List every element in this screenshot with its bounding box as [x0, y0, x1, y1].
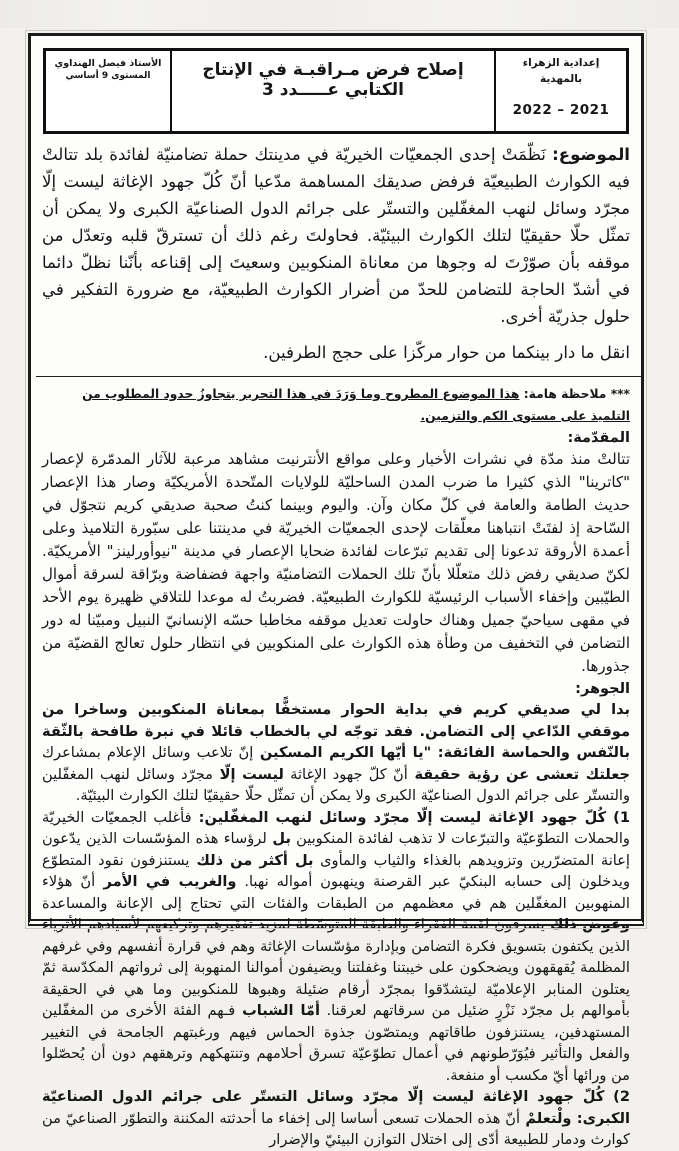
header-table: [43, 48, 629, 134]
scan-artifact: [0, 0, 679, 28]
subject-label: الموضوع:: [552, 145, 630, 164]
important-note: [42, 384, 630, 427]
introduction-paragraph: تتالتْ منذ مدّة في نشرات الأخبار وعلى مواقع الأنترنيت مشاهد مرعبة للآثار المدمّرة لإعصار "كاترينا" الذي كثيرا ما ضرب المدن الساحليّة للولايات المتّحدة الأمريكيّة وصار هذا الإعصار حديث الطامة والعامة في كلّ مكان وآن. واليوم وبينما كنتُ صحبة صديقي كريم نتجوّل في السّاحة إذ لفتَتْ انتباهنا معلّقات لإحدى الجمعيّات الخيريّة في مدينتنا على سبّورة التلاميذ وعلى أعمدة الأروقة تدعونا إلى تقديم تبرّعات لفائدة ضحايا الإعصار في مدينة "نيوأورلينز" الأمريكيّة. لكنّ صديقي رفض ذلك متعلّلا بأنّ تلك الحملات التضامنيّة واجهة فضفاضة وبرّاقة لسرقة أموال الطيّبين وإخفاء الأسباب الرئيسيّة للكوارث الطبيعيّة. فضربتُ له موعدا للتلاقي ظهيرة يوم الأحد في مقهى سياحيّ جميل وهناك حاولت تعديل موقفه مخاطبا حسّه الإنسانيّ النبيل ومبيّنا له دور التضامن في التخفيف من وطأة هذه الكوارث على المنكوبين في انتظار حلول تعالج القضيّة من جذورها.: [42, 450, 630, 676]
note-text: هذا الموضوع المطروح وما وَرَدَ في هذا التحرير يتجاوزُ حدود المطلوب من التلميذ على مستوى الكم والتزمين.: [82, 387, 630, 423]
subject-paragraph: [42, 141, 630, 330]
note-label: *** ملاحظة هامة:: [519, 387, 630, 401]
header-cell-title: [171, 50, 495, 133]
subject-text: نَظّمَتْ إحدى الجمعيّات الخيريّة في مدينتك حملة تضامنيّة لفائدة بلد تتالتْ فيه الكوارث الطبيعيّة فرفض صديقك المساهمة مدّعيا أنّ كُلّ جهود الإغاثة ليست إلّا مجرّد وسائل لنهب المغفّلين والتستّر على جرائم الدول الصناعيّة الكبرى ولا يمكن أن تمثّل حلّا حقيقيّا لتلك الكوارث البيئيّة. فحاولتَ رغم ذلك أن تسترقّ قلبه وتعدّل من موقفه بأن صوّرْتَ له وجوها من معاناة المنكوبين وسعيتَ إلى إقناعه بأنّنا نظلّ دائما في أشدّ الحاجة للتضامن للحدّ من أضرار الكوارث الطبيعيّة، مع ضرورة التفكير في حلول جذريّة أخرى.: [42, 145, 630, 326]
document-page: [28, 33, 644, 1149]
body-heading: الجوهر:: [575, 681, 630, 698]
header-cell-school: [495, 50, 628, 133]
school-year: 2021 – 2022: [512, 101, 610, 118]
header-cell-teacher: [44, 50, 171, 133]
teacher-name: الأستاذ فيصل الهنداوي: [54, 58, 162, 69]
body-point-2: 2) كُلّ جهود الإغاثة ليست إلّا مجرّد وسائل التستّر على جرائم الدول الصناعيّة الكبرى: ولْتعلمْ أنّ هذه الحملات تسعى أساسا إلى إخفاء ما أحدثته المكننة والتطوّر الصناعيّ من كوارث ودمار للطبيعة أدّى إلى اختلال التوازن البيئيّ والإضرار: [42, 1088, 631, 1149]
document-title: إصلاح فرض مـراقبـة في الإنتاج الكتابي عـــــدد 3: [202, 60, 464, 100]
body-point-1: 1) كُلّ جهود الإغاثة ليست إلّا مجرّد وسائل لنهب المغفّلين: فأغلب الجمعيّات الخيريّة والحملات التطوّعيّة والتبرّعات لا تذهب لفائدة المنكوبين بل لرؤساء هذه المؤسّسات الذين يدّعون إعانة المتضرّرين وتزويدهم بالغذاء والثياب والمأوى بل أكثر من ذلك يستنزفون نقود المتطوّع ويدخلون إلى حسابه البنكيّ عبر القرصنة وينهبون أمواله نهبا. والغريب في الأمر أنّ هؤلاء المنهوبين المغفّلين هم في معظمهم من الطبقات والفئات التي تحتاج إلى الإعانة والمساعدة وعوض ذلك يسرقون لقمة الفقراء والطبقة المتوسّطة لمزيد تفقيرهم وتركيعهم لأسيادهم الأثرياء الذين يكتفون بتسويق فكرة التضامن وبإدارة مؤسّسات الإغاثة وهم في قرارة أنفسهم وفي غرفهم المظلمة يُقهقهون ويضحكون على خيبتنا وغفلتنا ويضيفون أموالنا المنهوبة إلى ثرواتهم المكدّسة ثمّ يعتلون المنابر الإعلاميّة ليتشدّقوا بمجرّد أرقام ضئيلة وهبوها للمنكوبين وما هي في الحقيقة بأموالهم بل مجرّد نَزْرٍ ضئيل من سرقاتهم لعرقنا. أمّا الشباب فـهم الفئة الأخرى من المغفّلين المستهدفين، يستنزفون طاقاتهم ويمتصّون جذوة الحماس فيهم ورغبتهم الجامحة في التغيير والفعل والتأثير فيُوَرّطونهم في أعمال تطوّعيّة تسرق أحلامهم وتنتهكهم وترهقهم دون أن يُحصّلوا من ورائها أيّ مكسب أو منفعة.: [42, 808, 630, 1084]
class-level: المستوى 9 أساسي: [65, 71, 151, 82]
introduction-heading: المقدّمة:: [567, 430, 630, 447]
body-opening-paragraph: بدا لي صديقي كريم في بداية الحوار مستخفًّا بمعاناة المنكوبين وساخرا من موقفي الدّاعي إلى التضامن. فقد توجّه لي بالخطاب قائلا في نبرة طافحة بالثّقة بالنّفس والحماسة الفائقة: "يا أيّها الكريم المسكين إنّ تلاعب وسائل الإعلام بمشاعرك جعلتك تعشى عن رؤية حقيقة أنّ كلّ جهود الإغاثة ليست إلّا مجرّد وسائل لنهب المغفّلين والتستّر على جرائم الدول الصناعيّة الكبرى ولا يمكن أن تمثّل حلّا حقيقيّا لتلك الكوارث البيئيّة.: [42, 701, 631, 805]
task-instruction: انقل ما دار بينكما من حوار مركّزا على حجج الطرفين.: [263, 343, 630, 362]
school-name: إعدادية الزهراء بالمهدية: [522, 57, 600, 85]
separator-line: [36, 376, 641, 377]
